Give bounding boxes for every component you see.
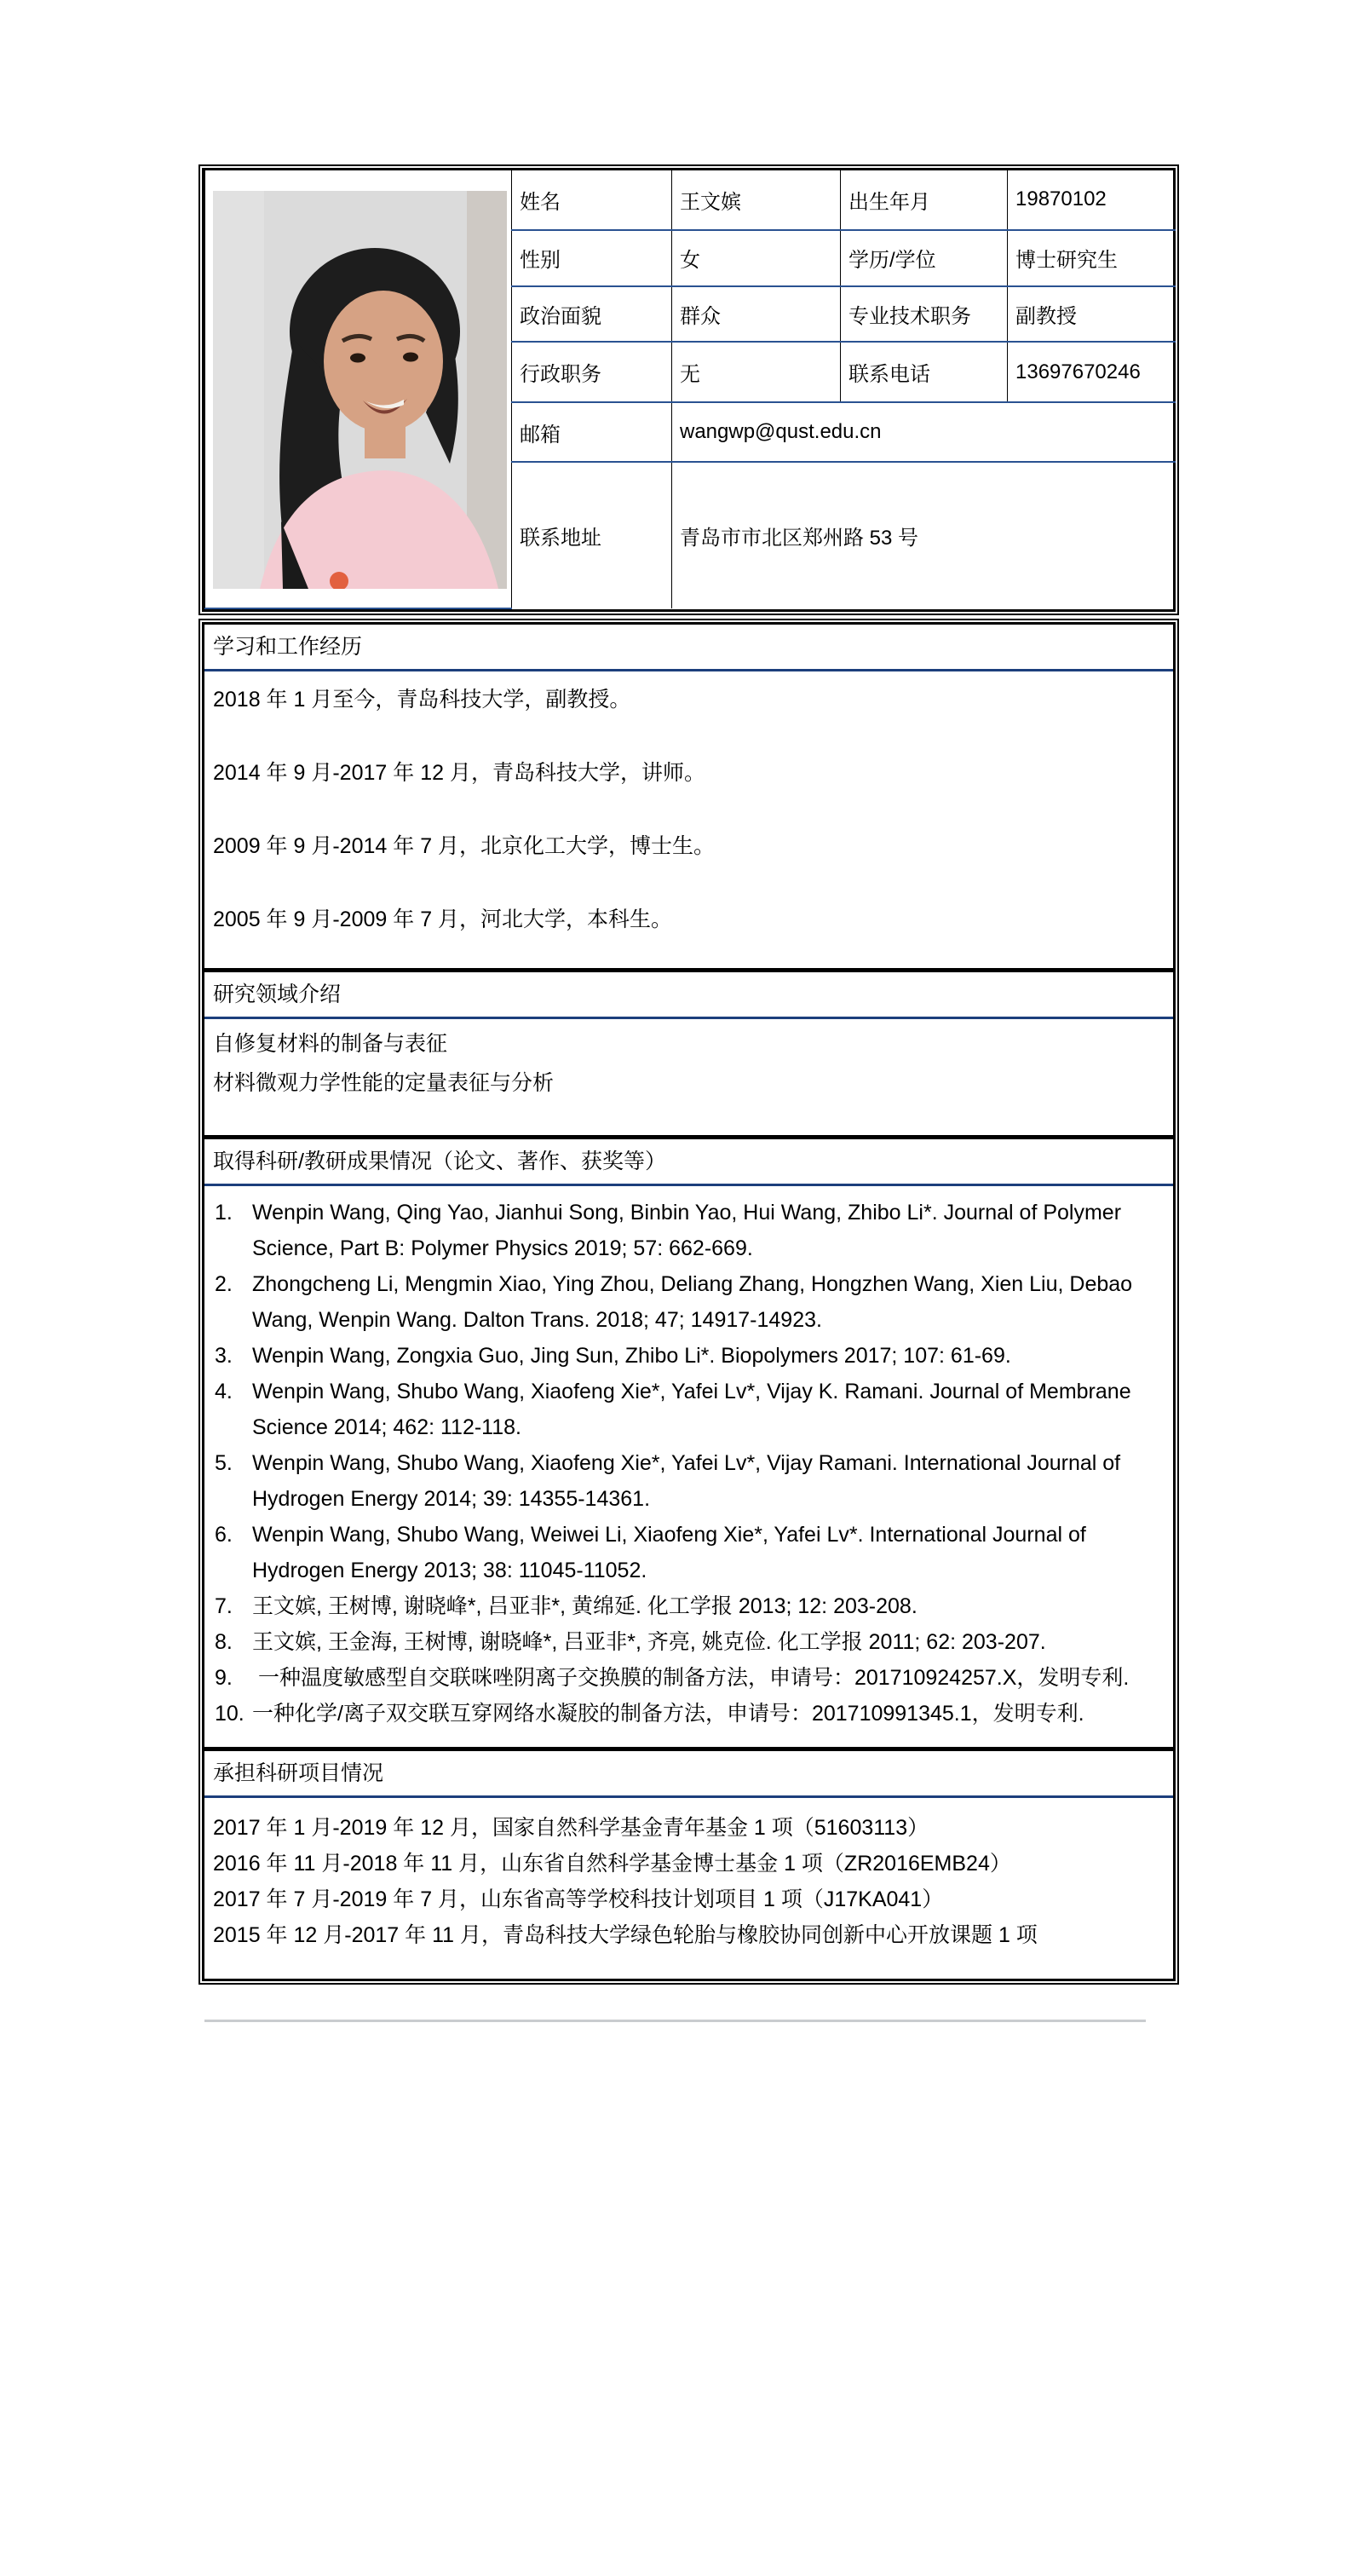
project-entry: 2017 年 1 月-2019 年 12 月，国家自然科学基金青年基金 1 项（51603113） (213, 1816, 929, 1840)
field-value-admin: 无 (672, 342, 841, 402)
publication-number: 8. (215, 1630, 233, 1654)
project-entry: 2016 年 11 月-2018 年 11 月，山东省自然科学基金博士基金 1 项（ZR2016EMB24） (213, 1852, 1011, 1876)
publication-text: Zhongcheng Li, Mengmin Xiao, Ying Zhou, Deliang Zhang, Hongzhen Wang, Xien Liu, Debao Wang, Wenpin Wang. Dalton Trans. 2018; 47; 14917-14923. (252, 1272, 1133, 1332)
publication-item (215, 1374, 1163, 1445)
publication-number: 10. (215, 1702, 244, 1726)
publication-number: 1. (215, 1201, 233, 1225)
profile-info-table-frame (198, 164, 1179, 615)
section-body (204, 1019, 1173, 1135)
publication-item (215, 1517, 1163, 1588)
experience-entry: 2018 年 1 月至今，青岛科技大学，副教授。 (213, 688, 631, 712)
publication-item (215, 1338, 1163, 1374)
section-title: 承担科研项目情况 (204, 1747, 1173, 1798)
field-value-phone: 13697670246 (1008, 342, 1176, 402)
field-label-email: 邮箱 (512, 402, 672, 462)
project-entry: 2015 年 12 月-2017 年 11 月，青岛科技大学绿色轮胎与橡胶协同创新中心开放课题 1 项 (213, 1923, 1038, 1947)
publication-item (215, 1445, 1163, 1517)
experience-entry: 2005 年 9 月-2009 年 7 月，河北大学，本科生。 (213, 908, 673, 931)
field-label-political: 政治面貌 (512, 286, 672, 343)
section-body (204, 671, 1173, 968)
field-value-degree: 博士研究生 (1008, 230, 1176, 286)
publication-number: 2. (215, 1272, 233, 1296)
publication-item (215, 1266, 1163, 1338)
field-value-address: 青岛市市北区郑州路 53 号 (672, 462, 1176, 608)
field-value-gender: 女 (672, 230, 841, 286)
publication-text: Wenpin Wang, Shubo Wang, Xiaofeng Xie*, Yafei Lv*, Vijay K. Ramani. Journal of Membrane Science 2014; 462: 112-118. (252, 1380, 1131, 1439)
field-label-address: 联系地址 (512, 462, 672, 608)
publication-text: Wenpin Wang, Zongxia Guo, Jing Sun, Zhibo Li*. Biopolymers 2017; 107: 61-69. (252, 1344, 1011, 1368)
publication-number: 9. (215, 1666, 233, 1690)
page-divider (204, 2020, 1146, 2022)
section-research-areas (204, 968, 1173, 1135)
publication-text: 王文嫔, 王树博, 谢晓峰*, 吕亚非*, 黄绵延. 化工学报 2013; 12: 203-208. (252, 1594, 917, 1618)
section-achievements (204, 1135, 1173, 1747)
profile-sections-frame (198, 619, 1179, 1985)
publication-number: 7. (215, 1594, 233, 1618)
profile-photo (213, 191, 507, 589)
research-area: 自修复材料的制备与表征 (213, 1032, 448, 1056)
photo-cell (205, 170, 512, 608)
experience-entry: 2014 年 9 月-2017 年 12 月，青岛科技大学，讲师。 (213, 761, 705, 785)
publication-item (215, 1696, 1163, 1732)
section-title: 研究领域介绍 (204, 968, 1173, 1019)
publication-item (215, 1660, 1163, 1696)
profile-info-table (204, 170, 1176, 609)
field-value-email: wangwp@qust.edu.cn (672, 402, 1176, 462)
publication-item (215, 1195, 1163, 1266)
publication-item (215, 1624, 1163, 1660)
field-label-degree: 学历/学位 (841, 230, 1008, 286)
publication-text: 王文嫔, 王金海, 王树博, 谢晓峰*, 吕亚非*, 齐亮, 姚克俭. 化工学报 2011; 62: 203-207. (252, 1630, 1046, 1654)
profile-content (198, 164, 1179, 2022)
publication-text: 一种温度敏感型自交联咪唑阴离子交换膜的制备方法，申请号：201710924257.X，发明专利. (252, 1666, 1130, 1690)
field-value-title: 副教授 (1008, 286, 1176, 343)
field-value-political: 群众 (672, 286, 841, 343)
field-label-title: 专业技术职务 (841, 286, 1008, 343)
section-body (204, 1186, 1173, 1747)
field-label-admin: 行政职务 (512, 342, 672, 402)
field-label-birth: 出生年月 (841, 170, 1008, 230)
portrait-illustration (213, 191, 507, 589)
publication-number: 5. (215, 1451, 233, 1475)
section-education-work (204, 625, 1173, 968)
publication-text: Wenpin Wang, Shubo Wang, Weiwei Li, Xiaofeng Xie*, Yafei Lv*. International Journal of Hydrogen Energy 2013; 38: 11045-11052. (252, 1523, 1086, 1582)
field-label-name: 姓名 (512, 170, 672, 230)
section-title: 学习和工作经历 (204, 625, 1173, 671)
section-title: 取得科研/教研成果情况（论文、著作、获奖等） (204, 1135, 1173, 1186)
publication-text: Wenpin Wang, Qing Yao, Jianhui Song, Binbin Yao, Hui Wang, Zhibo Li*. Journal of Polymer Science, Part B: Polymer Physics 2019; 57: 662-669. (252, 1201, 1122, 1260)
publication-number: 4. (215, 1380, 233, 1403)
experience-entry: 2009 年 9 月-2014 年 7 月，北京化工大学，博士生。 (213, 834, 716, 858)
field-label-gender: 性别 (512, 230, 672, 286)
field-value-birth: 19870102 (1008, 170, 1176, 230)
publication-number: 6. (215, 1523, 233, 1547)
field-label-phone: 联系电话 (841, 342, 1008, 402)
publication-text: Wenpin Wang, Shubo Wang, Xiaofeng Xie*, Yafei Lv*, Vijay Ramani. International Journal of Hydrogen Energy 2014; 39: 14355-14361. (252, 1451, 1121, 1511)
publication-number: 3. (215, 1344, 233, 1368)
section-projects (204, 1747, 1173, 1979)
publication-text: 一种化学/离子双交联互穿网络水凝胶的制备方法，申请号：201710991345.1，发明专利. (252, 1702, 1084, 1726)
table-row (205, 170, 1176, 230)
field-value-name: 王文嫔 (672, 170, 841, 230)
publication-item (215, 1588, 1163, 1624)
section-body (204, 1798, 1173, 1979)
project-entry: 2017 年 7 月-2019 年 7 月，山东省高等学校科技计划项目 1 项（J17KA041） (213, 1887, 944, 1911)
research-area: 材料微观力学性能的定量表征与分析 (213, 1071, 555, 1095)
